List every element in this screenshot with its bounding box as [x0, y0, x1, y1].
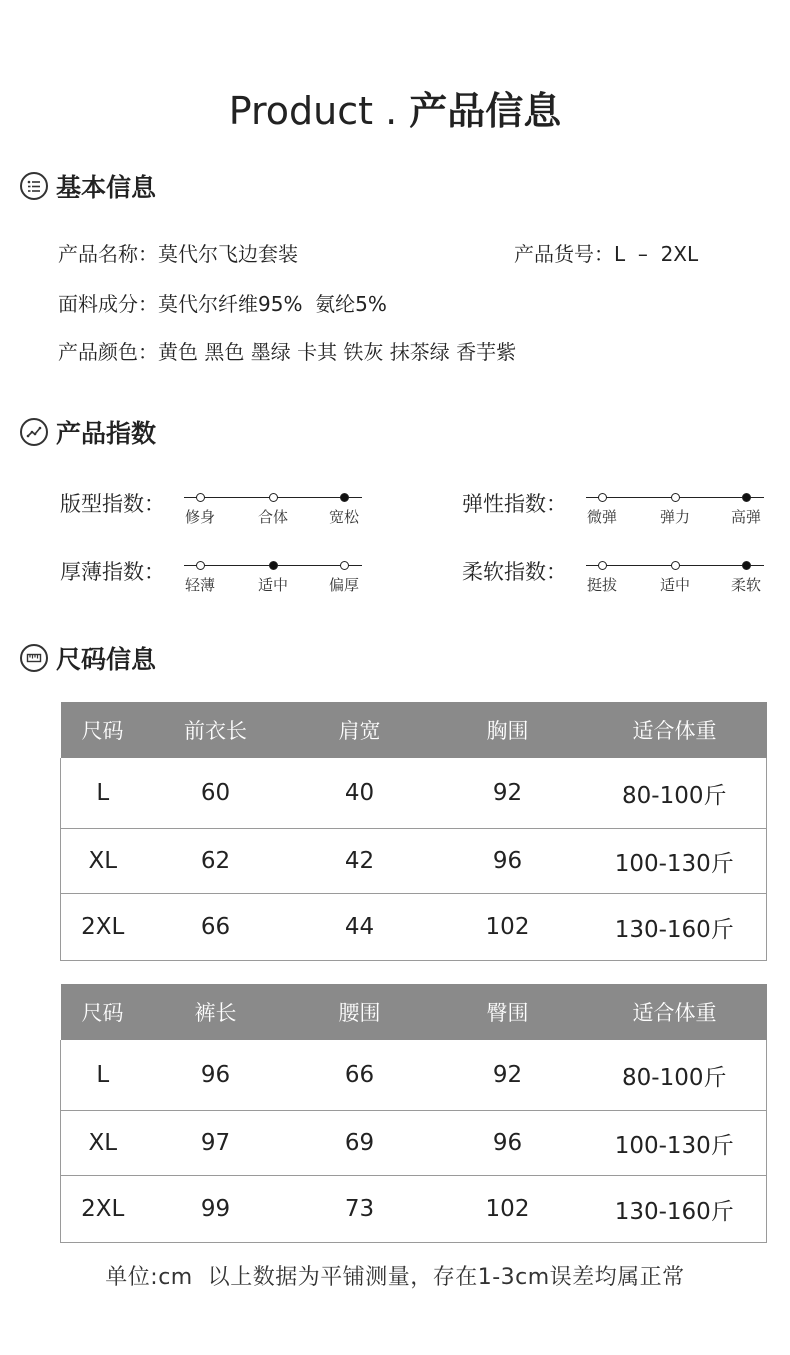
scale-option-label: 弹力: [659, 508, 691, 526]
table-cell: XL: [61, 829, 145, 894]
table-row: [61, 894, 767, 961]
ruler-icon: [20, 644, 48, 672]
scale-option-label: 修身: [184, 508, 216, 526]
table-cell: 40: [287, 758, 433, 829]
section-basic-header: [20, 168, 156, 204]
table-cell: 130-160斤: [583, 894, 767, 961]
title-en: Product .: [228, 89, 398, 133]
index-stretch-label: 弹性指数：: [462, 492, 567, 516]
scale-dot: [269, 493, 278, 502]
table-cell: 102: [433, 894, 583, 961]
section-index-title: 产品指数: [56, 419, 157, 448]
measurement-note: 单位:cm 以上数据为平铺测量，存在1-3cm误差均属正常: [105, 1265, 685, 1290]
table-header-cell: 胸围: [433, 702, 583, 758]
scale-dot: [671, 561, 680, 570]
scale-dot: [196, 561, 205, 570]
scale-dot: [196, 493, 205, 502]
index-thickness-scale: [184, 556, 362, 606]
index-softness-label: 柔软指数：: [462, 560, 567, 584]
scale-option-label: 适中: [257, 576, 289, 594]
product-sku-value: L – 2XL: [614, 242, 699, 266]
scale-option-label: 合体: [257, 508, 289, 526]
index-fit-label: 版型指数：: [60, 492, 165, 516]
table-cell: 66: [287, 1040, 433, 1111]
table-header-cell: 腰围: [287, 984, 433, 1040]
table-cell: 100-130斤: [583, 1111, 767, 1176]
table-cell: 102: [433, 1176, 583, 1243]
table-row: [61, 1176, 767, 1243]
table-cell: 80-100斤: [583, 1040, 767, 1111]
table-cell: 2XL: [61, 1176, 145, 1243]
bottom-size-table: [60, 984, 767, 1243]
table-cell: 97: [145, 1111, 287, 1176]
table-header-cell: 适合体重: [583, 702, 767, 758]
table-cell: 60: [145, 758, 287, 829]
page-title: [0, 80, 790, 135]
table-cell: 96: [433, 1111, 583, 1176]
scale-option-label: 偏厚: [328, 576, 360, 594]
trend-icon: [20, 418, 48, 446]
color-label: 产品颜色：: [58, 340, 158, 364]
table-header-cell: 裤长: [145, 984, 287, 1040]
table-cell: 92: [433, 758, 583, 829]
table-cell: 69: [287, 1111, 433, 1176]
title-cn: 产品信息: [409, 89, 562, 133]
color-row: [58, 336, 516, 365]
index-stretch-scale: [586, 488, 764, 538]
table-cell: 92: [433, 1040, 583, 1111]
table-cell: 96: [433, 829, 583, 894]
table-cell: 42: [287, 829, 433, 894]
top-size-table: [60, 702, 767, 961]
table-cell: 66: [145, 894, 287, 961]
product-name-label: 产品名称：: [58, 242, 158, 266]
scale-dot: [340, 561, 349, 570]
scale-dot: [671, 493, 680, 502]
table-header-cell: 尺码: [61, 702, 145, 758]
table-cell: 96: [145, 1040, 287, 1111]
fabric-label: 面料成分：: [58, 292, 158, 316]
list-icon: [20, 172, 48, 200]
scale-option-label: 柔软: [730, 576, 762, 594]
index-thickness-label: 厚薄指数：: [60, 560, 165, 584]
table-header-cell: 臀围: [433, 984, 583, 1040]
color-value: 黄色 黑色 墨绿 卡其 铁灰 抹茶绿 香芋紫: [158, 340, 517, 364]
index-softness-scale: [586, 556, 764, 606]
fabric-row: [58, 288, 387, 317]
product-sku-row: [514, 238, 698, 267]
table-header-cell: 前衣长: [145, 702, 287, 758]
table-cell: L: [61, 1040, 145, 1111]
scale-dot: [598, 493, 607, 502]
scale-option-label: 高弹: [730, 508, 762, 526]
table-row: [61, 1040, 767, 1111]
table-header-row: [61, 984, 767, 1040]
table-row: [61, 758, 767, 829]
fabric-value: 莫代尔纤维95% 氨纶5%: [158, 292, 387, 316]
table-cell: 73: [287, 1176, 433, 1243]
scale-option-label: 微弹: [586, 508, 618, 526]
index-fit-scale: [184, 488, 362, 538]
table-cell: 130-160斤: [583, 1176, 767, 1243]
scale-dot-selected: [340, 493, 349, 502]
table-header-cell: 肩宽: [287, 702, 433, 758]
product-name-row: [58, 238, 298, 267]
scale-option-label: 宽松: [328, 508, 360, 526]
table-cell: 100-130斤: [583, 829, 767, 894]
table-header-row: [61, 702, 767, 758]
table-cell: 62: [145, 829, 287, 894]
scale-option-label: 挺拔: [586, 576, 618, 594]
table-header-cell: 尺码: [61, 984, 145, 1040]
scale-option-label: 适中: [659, 576, 691, 594]
section-size-title: 尺码信息: [56, 645, 157, 674]
scale-dot-selected: [269, 561, 278, 570]
table-cell: 2XL: [61, 894, 145, 961]
scale-dot-selected: [742, 493, 751, 502]
table-row: [61, 1111, 767, 1176]
table-row: [61, 829, 767, 894]
section-basic-title: 基本信息: [56, 173, 157, 202]
section-size-header: [20, 640, 156, 676]
scale-dot-selected: [742, 561, 751, 570]
table-cell: L: [61, 758, 145, 829]
table-cell: 44: [287, 894, 433, 961]
scale-option-label: 轻薄: [184, 576, 216, 594]
product-name-value: 莫代尔飞边套装: [158, 242, 298, 266]
product-sku-label: 产品货号：: [514, 242, 614, 266]
table-cell: 80-100斤: [583, 758, 767, 829]
scale-dot: [598, 561, 607, 570]
table-cell: XL: [61, 1111, 145, 1176]
section-index-header: [20, 414, 156, 450]
table-cell: 99: [145, 1176, 287, 1243]
table-header-cell: 适合体重: [583, 984, 767, 1040]
